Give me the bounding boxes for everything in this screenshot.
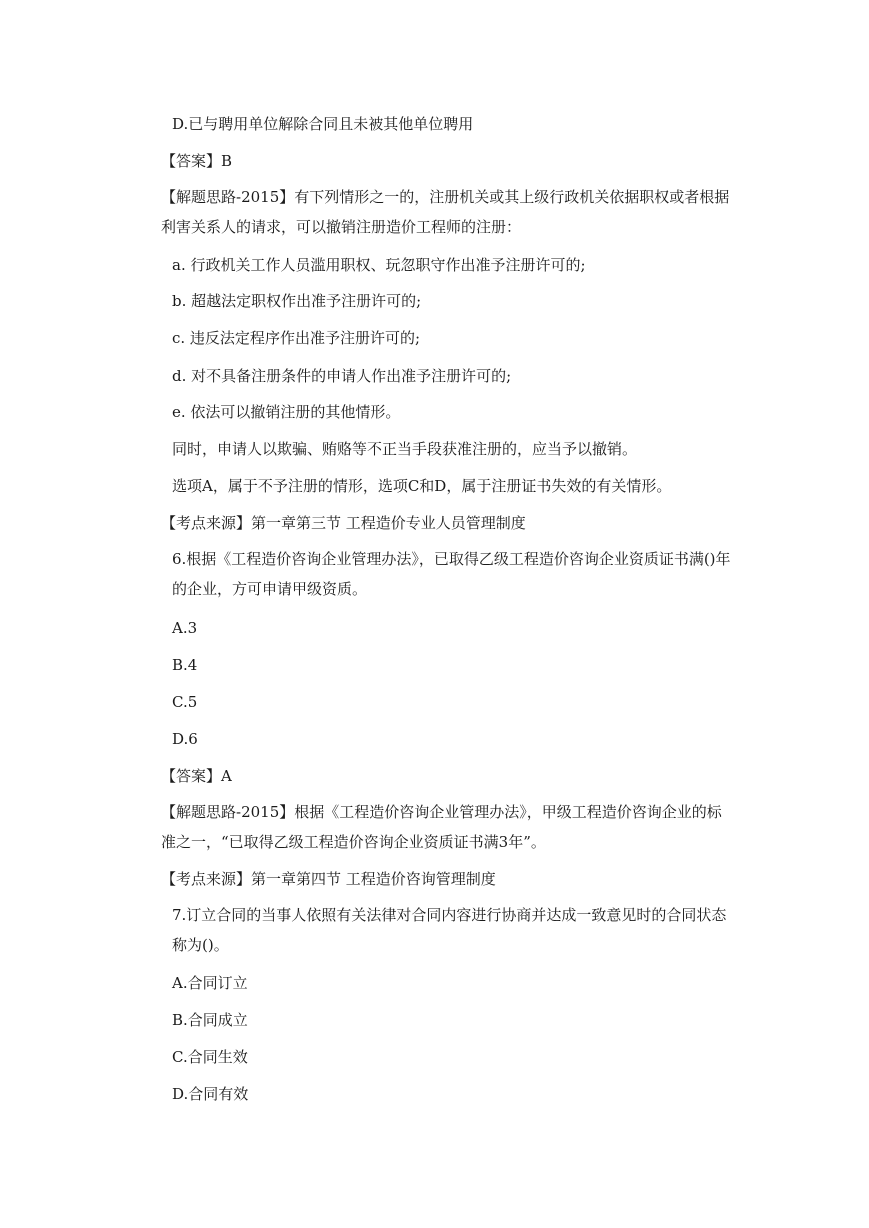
q5-analysis: 【解题思路-2015】有下列情形之一的，注册机关或其上级行政机关依据职权或者根据利害关系人的请求，可以撤销注册造价工程师的注册： bbox=[161, 188, 730, 236]
q5-note-2: 选项A，属于不予注册的情形，选项C和D，属于注册证书失效的有关情形。 bbox=[172, 477, 672, 495]
q6-answer: 【答案】A bbox=[161, 767, 232, 785]
q6-analysis: 【解题思路-2015】根据《工程造价咨询企业管理办法》，甲级工程造价咨询企业的标准之一，“已取得乙级工程造价咨询企业资质证书满3年”。 bbox=[161, 803, 722, 851]
q7-option-b: B.合同成立 bbox=[172, 1011, 248, 1029]
q7-option-d: D.合同有效 bbox=[172, 1085, 249, 1103]
q6-option-c: C.5 bbox=[172, 693, 198, 711]
q5-note-1: 同时，申请人以欺骗、贿赂等不正当手段获准注册的，应当予以撤销。 bbox=[172, 440, 638, 458]
q6-option-a: A.3 bbox=[172, 619, 198, 637]
q5-answer: 【答案】B bbox=[161, 152, 233, 170]
q7-stem: 7.订立合同的当事人依照有关法律对合同内容进行协商并达成一致意见时的合同状态称为()。 bbox=[172, 906, 727, 954]
q5-item-a: a. 行政机关工作人员滥用职权、玩忽职守作出准予注册许可的; bbox=[172, 256, 586, 274]
q7-option-a: A.合同订立 bbox=[172, 974, 248, 992]
q5-item-c: c. 违反法定程序作出准予注册许可的; bbox=[172, 329, 420, 347]
q5-item-b: b. 超越法定职权作出准予注册许可的; bbox=[172, 292, 422, 310]
q5-item-e: e. 依法可以撤销注册的其他情形。 bbox=[172, 403, 401, 421]
q6-option-b: B.4 bbox=[172, 656, 198, 674]
q6-stem: 6.根据《工程造价咨询企业管理办法》，已取得乙级工程造价咨询企业资质证书满()年的企业，方可申请甲级资质。 bbox=[172, 550, 731, 598]
q5-option-d: D.已与聘用单位解除合同且未被其他单位聘用 bbox=[172, 115, 474, 133]
q7-option-c: C.合同生效 bbox=[172, 1048, 248, 1066]
q5-source: 【考点来源】第一章第三节 工程造价专业人员管理制度 bbox=[161, 514, 526, 532]
q5-item-d: d. 对不具备注册条件的申请人作出准予注册许可的; bbox=[172, 367, 512, 385]
q6-source: 【考点来源】第一章第四节 工程造价咨询管理制度 bbox=[161, 870, 496, 888]
q6-option-d: D.6 bbox=[172, 730, 198, 748]
